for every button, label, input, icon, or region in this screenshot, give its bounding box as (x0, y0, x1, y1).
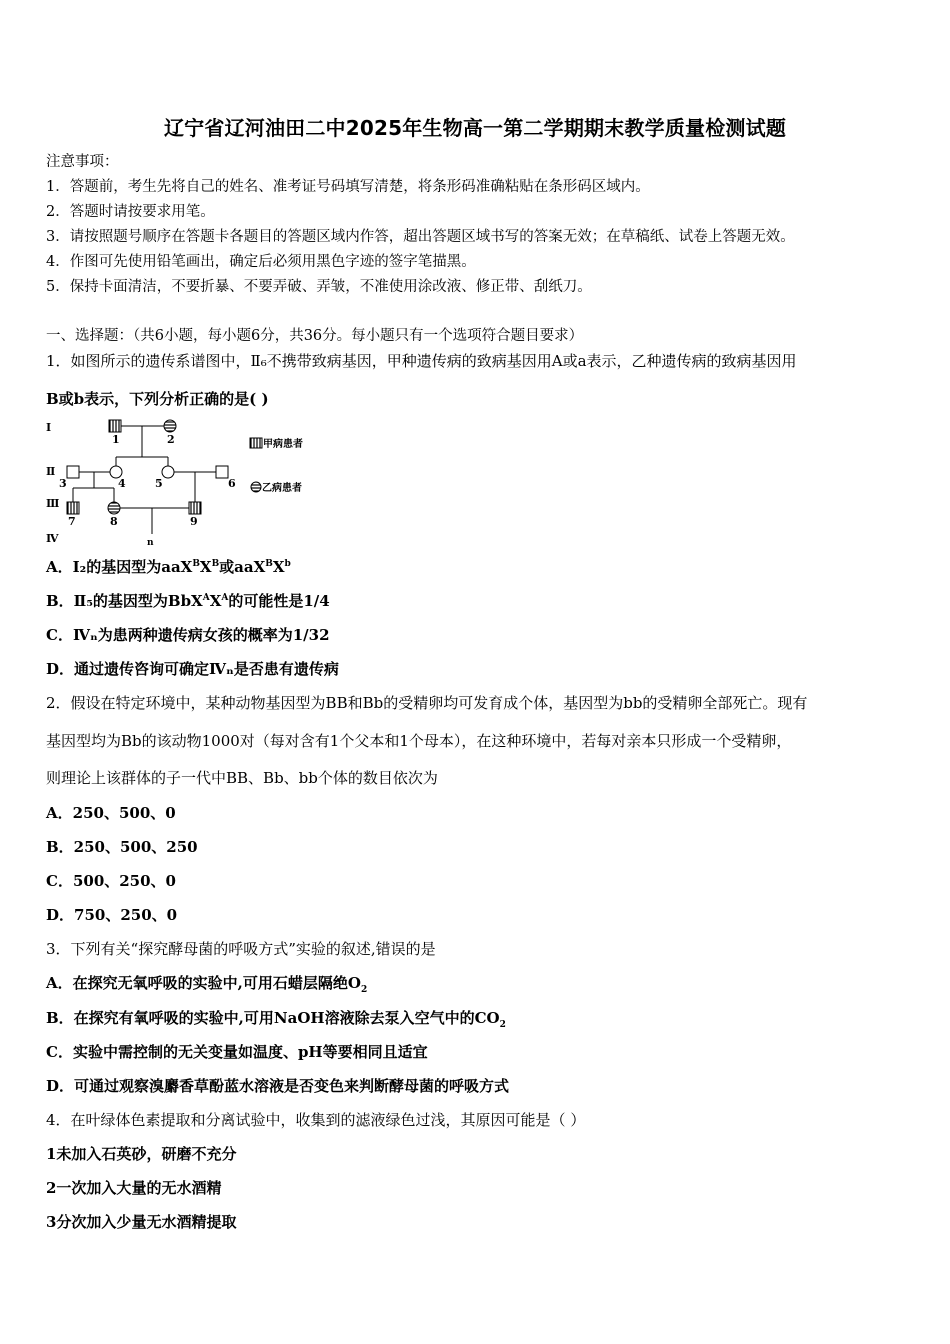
q2-stem-line2: 基因型均为Bb的该动物1000对（每对含有1个父本和1个母本），在这种环境中，若每对亲本只形成一个受精卵， (46, 732, 792, 750)
label-n: n (147, 538, 154, 548)
legend-b-label: 乙病患者 (262, 483, 302, 494)
gen-label-1: I (46, 421, 52, 434)
legend-b-icon (251, 482, 261, 492)
notice-heading: 注意事项： (46, 154, 119, 170)
q3-option-d: D．可通过观察溴麝香草酚蓝水溶液是否变色来判断酵母菌的呼吸方式 (46, 1077, 510, 1095)
individual-II6 (216, 466, 228, 478)
label-9: 9 (190, 515, 198, 528)
q1-stem-line2: B或b表示，下列分析正确的是( ) (46, 390, 269, 408)
label-8: 8 (110, 515, 118, 528)
individual-II3 (67, 466, 79, 478)
individual-I2 (164, 420, 176, 432)
q1-option-a: A．Ⅰ₂的基因型为$aaX^BX^B$或$aaX^BX^b$ (46, 558, 291, 576)
q3-option-c: C．实验中需控制的无关变量如温度、pH等要相同且适宜 (46, 1043, 428, 1061)
notice-item-2: 2．答题时请按要求用笔。 (46, 204, 215, 220)
label-1: 1 (112, 433, 120, 446)
label-2: 2 (167, 433, 175, 446)
notice-item-1: 1．答题前，考生先将自己的姓名、准考证号码填写清楚，将条形码准确粘贴在条形码区域内。 (46, 179, 650, 195)
label-6: 6 (228, 477, 236, 490)
individual-III8 (108, 502, 120, 514)
notice-item-3: 3．请按照题号顺序在答题卡各题目的答题区域内作答，超出答题区域书写的答案无效；在草稿纸、试卷上答题无效。 (46, 229, 795, 245)
label-3: 3 (59, 477, 67, 490)
q4-stem: 4．在叶绿体色素提取和分离试验中，收集到的滤液绿色过浅，其原因可能是（ ） (46, 1111, 586, 1129)
gen-label-3: Ⅲ (46, 497, 60, 510)
q1-option-b: B．Ⅱ₅的基因型为$BbX^AX^A$的可能性是1/4 (46, 592, 330, 610)
individual-I1 (109, 420, 121, 432)
q2-stem-line1: 2．假设在特定环境中，某种动物基因型为BB和Bb的受精卵均可发育成个体，基因型为bb的受精卵全部死亡。现有 (46, 694, 808, 712)
q3-option-b: B．在探究有氧呼吸的实验中,可用NaOH溶液除去泵入空气中的$CO_2$ (46, 1009, 506, 1030)
legend-a-icon (250, 438, 262, 448)
q4-item-3: 3分次加入少量无水酒精提取 (46, 1213, 237, 1231)
q1-stem-line1: 1．如图所示的遗传系谱图中，Ⅱ₆不携带致病基因，甲种遗传病的致病基因用A或a表示，乙种遗传病的致病基因用 (46, 352, 797, 370)
q2-option-d: D．750、250、0 (46, 906, 178, 924)
individual-II5 (162, 466, 174, 478)
q2-option-a: A．250、500、0 (46, 804, 176, 822)
q2-stem-line3: 则理论上该群体的子一代中BB、Bb、bb个体的数目依次为 (46, 769, 438, 787)
pedigree-chart (40, 412, 340, 550)
q2-option-b: B．250、500、250 (46, 838, 198, 856)
q3-option-a: A．在探究无氧呼吸的实验中,可用石蜡层隔绝$O_2$ (46, 974, 368, 995)
page-title: 辽宁省辽河油田二中2025年生物高一第二学期期末教学质量检测试题 (163, 116, 787, 140)
notice-item-5: 5．保持卡面清洁，不要折暴、不要弄破、弄皱，不准使用涂改液、修正带、刮纸刀。 (46, 279, 592, 295)
section-header: 一、选择题：（共6小题，每小题6分，共36分。每小题只有一个选项符合题目要求） (46, 328, 584, 344)
individual-III9 (189, 502, 201, 514)
q1-option-d: D．通过遗传咨询可确定Ⅳₙ是否患有遗传病 (46, 660, 339, 678)
q3-stem: 3．下列有关“探究酵母菌的呼吸方式”实验的叙述,错误的是 (46, 940, 436, 958)
q4-item-2: 2一次加入大量的无水酒精 (46, 1179, 222, 1197)
individual-III7 (67, 502, 79, 514)
label-4: 4 (118, 477, 126, 490)
q2-option-c: C．500、250、0 (46, 872, 176, 890)
notice-item-4: 4．作图可先使用铅笔画出，确定后必须用黑色字迹的签字笔描黑。 (46, 254, 476, 270)
q4-item-1: 1未加入石英砂，研磨不充分 (46, 1145, 237, 1163)
gen-label-4: Ⅳ (46, 532, 59, 545)
label-7: 7 (68, 515, 76, 528)
label-5: 5 (155, 477, 163, 490)
legend-a-label: 甲病患者 (263, 439, 303, 450)
q1-option-c: C．Ⅳₙ为患两种遗传病女孩的概率为1/32 (46, 626, 330, 644)
gen-label-2: Ⅱ (46, 465, 56, 478)
